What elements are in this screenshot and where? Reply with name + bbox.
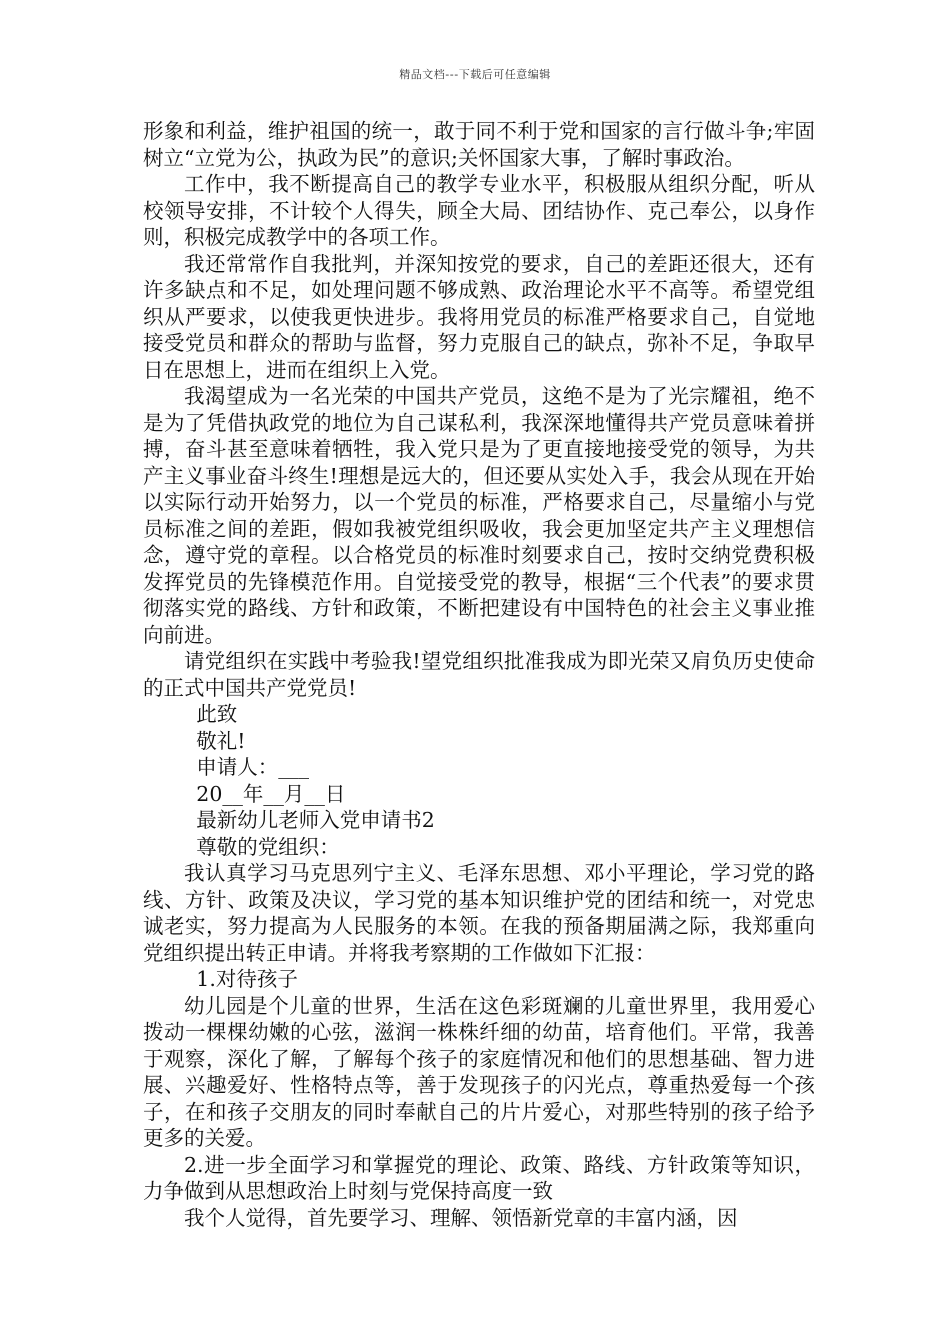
applicant-line: 申请人：___ xyxy=(196,755,310,779)
date-line: 20__年__月__日 xyxy=(196,781,346,806)
page-header-note: 精品文档---下载后可任意编辑 xyxy=(399,68,551,81)
paragraph-3: 我还常常作自我批判，并深知按党的要求，自己的差距还很大，还有许多缺点和不足，如处理问题不够成熟、政治理论水平不高等。希望党组织从严要求，以使我更快进步。我将用党员的标准严格要求自己，自觉地接受党员和群众的帮助与监督，努力克服自己的缺点，弥补不足，争取早日在思想上，进而在组织上入党。 xyxy=(143,251,815,382)
paragraph-8: 我个人觉得，首先要学习、理解、领悟新党章的丰富内涵，因 xyxy=(184,1205,738,1230)
closing-line-2: 敬礼! xyxy=(196,728,246,753)
paragraph-6: 我认真学习马克思列宁主义、毛泽东思想、邓小平理论，学习党的路线、方针、政策及决议，学习党的基本知识维护党的团结和统一，对党忠诚老实，努力提高为人民服务的本领。在我的预备期届满之际，我郑重向党组织提出转正申请。并将我考察期的工作做如下汇报： xyxy=(143,861,815,965)
paragraph-2: 工作中，我不断提高自己的教学专业水平，积极服从组织分配，听从校领导安排，不计较个人得失，顾全大局、团结协作、克己奉公，以身作则，积极完成教学中的各项工作。 xyxy=(143,172,815,249)
paragraph-1: 形象和利益，维护祖国的统一，敢于同不利于党和国家的言行做斗争;牢固树立“立党为公，执政为民”的意识;关怀国家大事，了解时事政治。 xyxy=(143,119,815,170)
section-title: 最新幼儿老师入党申请书2 xyxy=(196,808,435,832)
paragraph-7: 幼儿园是个儿童的世界，生活在这色彩斑斓的儿童世界里，我用爱心拨动一棵棵幼嫩的心弦，滋润一株株纤细的幼苗，培育他们。平常，我善于观察，深化了解，了解每个孩子的家庭情况和他们的思想基础、智力进展、兴趣爱好、性格特点等，善于发现孩子的闪光点，尊重热爱每一个孩子，在和孩子交朋友的同时奉献自己的片片爱心，对那些特别的孩子给予更多的关爱。 xyxy=(143,993,815,1150)
closing-line-1: 此致 xyxy=(196,702,238,726)
paragraph-5: 请党组织在实践中考验我!望党组织批准我成为即光荣又肩负历史使命的正式中国共产党党员! xyxy=(143,649,815,700)
document-body xyxy=(143,118,815,1231)
heading-2: 2.进一步全面学习和掌握党的理论、政策、路线、方针政策等知识，力争做到从思想政治上时刻与党保持高度一致 xyxy=(143,1152,815,1203)
heading-1: 1.对待孩子 xyxy=(196,967,298,991)
paragraph-4: 我渴望成为一名光荣的中国共产党员，这绝不是为了光宗耀祖，绝不是为了凭借执政党的地位为自己谋私利，我深深地懂得共产党员意味着拼搏，奋斗甚至意味着牺牲，我入党只是为了更直接地接受党的领导，为共产主义事业奋斗终生!理想是远大的，但还要从实处入手，我会从现在开始以实际行动开始努力，以一个党员的标准，严格要求自己，尽量缩小与党员标准之间的差距，假如我被党组织吸收，我会更加坚定共产主义理想信念，遵守党的章程。以合格党员的标准时刻要求自己，按时交纳党费积极发挥党员的先锋模范作用。自觉接受党的教导，根据“三个代表”的要求贯彻落实党的路线、方针和政策，不断把建设有中国特色的社会主义事业推向前进。 xyxy=(143,384,815,647)
salutation: 尊敬的党组织： xyxy=(196,834,340,859)
